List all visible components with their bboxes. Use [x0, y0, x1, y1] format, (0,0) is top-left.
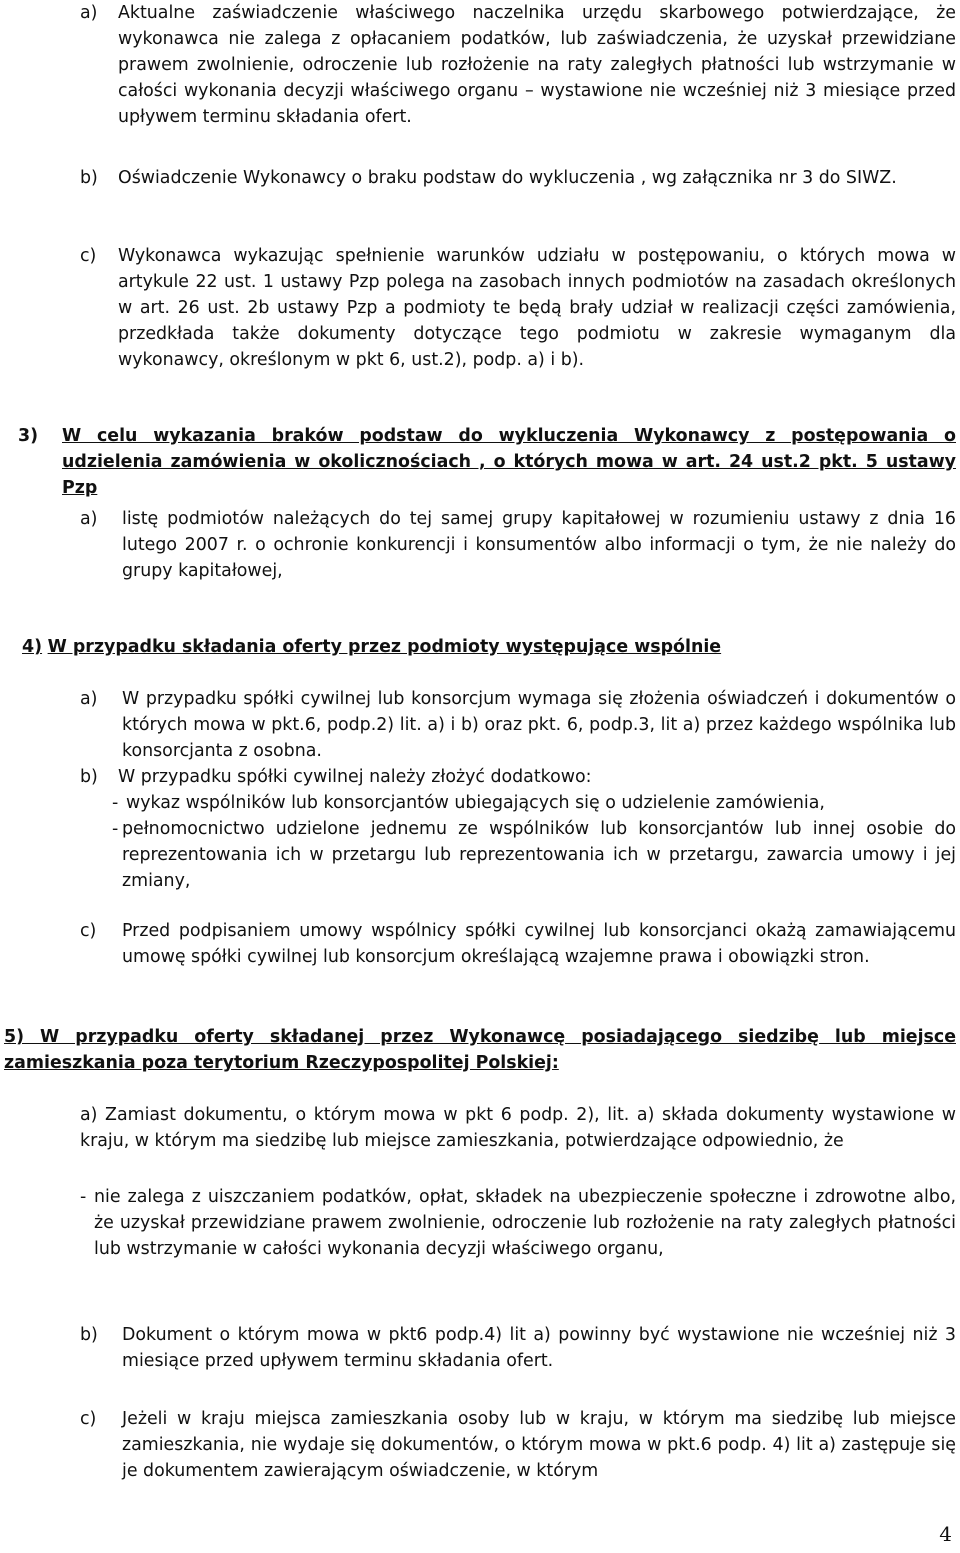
item-text: Aktualne zaświadczenie właściwego naczelnika urzędu skarbowego potwierdzające, że wykonawca nie zalega z opłacaniem podatków, lub zaświadczenia, że uzyskał przewidziane prawem zwolnienie, odroczenie lub rozłożenie na raty zaległych płatności lub wstrzymanie w całości wykonania decyzji właściwego organu – wystawione nie wcześniej niż 3 miesiące przed upływem terminu składania ofert.: [118, 3, 956, 127]
item-b-oswiadczenie: [80, 165, 956, 191]
page-number: 4: [939, 1522, 952, 1546]
section-5-heading: 5) W przypadku oferty składanej przez Wykonawcę posiadającego siedzibę lub miejsce zamieszkania poza terytorium Rzeczypospolitej Polskiej:: [4, 1027, 956, 1073]
item-text: W przypadku spółki cywilnej należy złożyć dodatkowo:: [118, 767, 592, 787]
item-label: c): [80, 921, 97, 941]
item-label: b): [80, 767, 98, 787]
dash-marker: -: [112, 793, 119, 813]
item-label: a): [80, 3, 98, 23]
section-4-item-c: [80, 918, 956, 970]
item-label: a): [80, 689, 98, 709]
item-text: Oświadczenie Wykonawcy o braku podstaw do wykluczenia , wg załącznika nr 3 do SIWZ.: [118, 168, 897, 188]
section-title: W przypadku składania oferty przez podmioty występujące wspólnie: [47, 637, 722, 657]
item-text: nie zalega z uiszczaniem podatków, opłat, składek na ubezpieczenie społeczne i zdrowotne albo, że uzyskał przewidziane prawem zwolnienie, odroczenie lub rozłożenie na raty zaległych płatności lub wstrzymanie w całości wykonania decyzji właściwego organu,: [94, 1187, 956, 1259]
item-label: b): [80, 168, 98, 188]
item-text: listę podmiotów należących do tej samej grupy kapitałowej w rozumieniu ustawy z dnia 16 lutego 2007 r. o ochronie konkurencji i konsumentów albo informacji o tym, że nie należy do grupy kapitałowej,: [122, 509, 956, 581]
item-text: Jeżeli w kraju miejsca zamieszkania osoby lub w kraju, w którym ma siedzibę lub miejsce zamieszkania, nie wydaje się dokumentów, o którym mowa w pkt.6 podp. 4) lit a) zastępuje się je dokumentem zawierającym oświadczenie, w którym: [122, 1409, 956, 1481]
section-number: 3): [18, 426, 39, 446]
section-4-item-b: [80, 764, 956, 790]
item-text: Przed podpisaniem umowy wspólnicy spółki cywilnej lub konsorcjanci okażą zamawiającemu umowę spółki cywilnej lub konsorcjum określającą wzajemne prawa i obowiązki stron.: [122, 921, 956, 967]
item-a-zaswiadczenie: [80, 0, 956, 130]
item-label: a): [80, 509, 98, 529]
dash-marker: -: [112, 819, 119, 839]
section-title: W celu wykazania braków podstaw do wykluczenia Wykonawcy z postępowania o udzielenia zamówienia w okolicznościach , o których mowa w art. 24 ust.2 pkt. 5 ustawy Pzp: [62, 426, 956, 498]
section-5-item-c: [80, 1406, 956, 1484]
section-5-item-a-dash-1: [80, 1184, 956, 1262]
item-text: pełnomocnictwo udzielone jednemu ze wspólników lub konsorcjantów lub innej osobie do reprezentowania ich w przetargu lub reprezentowania ich w przetargu, zawarcia umowy i jej zmiany,: [122, 819, 956, 891]
item-text: a) Zamiast dokumentu, o którym mowa w pkt 6 podp. 2), lit. a) składa dokumenty wystawione w kraju, w którym ma siedzibę lub miejsce zamieszkania, potwierdzające odpowiednio, że: [80, 1105, 956, 1151]
item-label: c): [80, 246, 97, 266]
item-label: b): [80, 1325, 98, 1345]
item-text: Wykonawca wykazując spełnienie warunków udziału w postępowaniu, o których mowa w artykule 22 ust. 1 ustawy Pzp polega na zasobach innych podmiotów na zasadach określonych w art. 26 ust. 2b ustawy Pzp a podmioty te będą brały udział w realizacji części zamówienia, przedkłada także dokumenty dotyczące tego podmiotu w zakresie wymaganym dla wykonawcy, określonym w pkt 6, ust.2), podp. a) i b).: [118, 246, 956, 370]
item-label: c): [80, 1409, 97, 1429]
item-text: Dokument o którym mowa w pkt6 podp.4) lit a) powinny być wystawione nie wcześniej niż 3 miesiące przed upływem terminu składania ofert.: [122, 1325, 956, 1371]
section-3-heading: [18, 423, 956, 501]
section-5-item-a: [80, 1102, 956, 1154]
section-4-item-b-dash-2: [112, 816, 956, 894]
item-c-wykonawca: [80, 243, 956, 373]
item-text: wykaz wspólników lub konsorcjantów ubiegających się o udzielenie zamówienia,: [126, 793, 825, 813]
section-4-item-b-dash-1: [112, 790, 956, 816]
section-4-heading: [22, 634, 956, 660]
item-text: W przypadku spółki cywilnej lub konsorcjum wymaga się złożenia oświadczeń i dokumentów o których mowa w pkt.6, podp.2) lit. a) i b) oraz pkt. 6, podp.3, lit a) przez każdego wspólnika lub konsorcjanta z osobna.: [122, 689, 956, 761]
section-5-item-b: [80, 1322, 956, 1374]
section-3-item-a: [80, 506, 956, 584]
section-4-item-a: [80, 686, 956, 764]
dash-marker: -: [80, 1187, 87, 1207]
section-number: 4): [22, 637, 43, 657]
